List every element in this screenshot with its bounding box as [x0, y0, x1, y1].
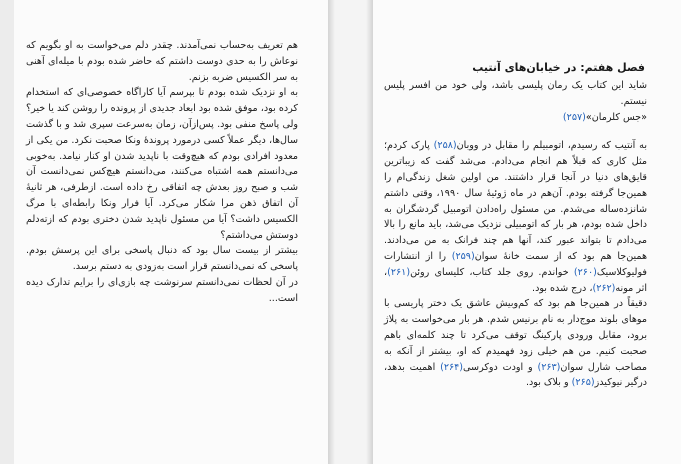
footnote-ref[interactable]: (۲۶۲) [592, 282, 616, 294]
paragraph: به او نزدیک شده بودم تا بپرسم آیا کاراگاه خصوصی‌ای که استخدام کرده بود، موفق شده بود ابعاد جدیدی از پرونده را روشن کند یا خیر؟ ولی پاسخ منفی بود. پس‌ازآن، زمان به‌سرعت سپری شد و با گذشت سال‌ها، دیگر عملاً کسی درمورد پروندهٔ ونکا صحبت نکرد. من یکی از معدود افرادی بودم که هیچ‌وقت با ناپدید شدن او کنار نیامد. به‌خوبی می‌دانستم همه اشتباه می‌کنند، می‌دانستم هیچ‌کس نمی‌دانست آن شب و صبح روز بعدش چه اتفاقی رخ داده است. ازطرفی، هر ثانیهٔ آن اتفاق ذهن مرا شکار می‌کرد. آیا فرار ونکا رابطه‌ای با مرگ الکسیس داشت؟ آیا من مسئول ناپدید شدن دختری بودم که ازته‌دلم دوستش می‌داشتم؟ [26, 87, 298, 241]
left-page [14, 0, 329, 464]
text-run: ، اثر مونه [384, 266, 647, 294]
right-page [372, 0, 681, 464]
book-spine [329, 0, 372, 464]
footnote-ref[interactable]: (۲۶۴) [440, 361, 464, 373]
paragraph [384, 296, 647, 391]
text-run: به آنتیب که رسیدم، اتومبیلم را مقابل در ووبان [456, 140, 647, 152]
text-run: دقیقاً در همین‌جا هم بود که کم‌وبیش عاشق یک دختر پاریسی با موهای بلوند موج‌دار به نام برنیس شدم. هر بار می‌خواست به پلاژ برود، مقابل ورودی پارکینگ توقف می‌کرد تا چند کلمه‌ای باهم صحبت کنیم. من هم خیلی زود فهمیدم که او، بیشتر از آنکه به مصاحب شارل سوان [384, 298, 647, 373]
chapter-title: فصل هفتم: در خیابان‌های آنتیب [472, 61, 645, 74]
footnote-ref[interactable]: (۲۵۷) [562, 111, 586, 123]
text-run: پارک کردم؛ مثل کاری که قبلاً هم انجام می‌دادم. می‌شد گفت که زیباترین قایق‌های دنیا در آنجا قرار داشتند. من اولین شغل زندگی‌ام را همین‌جا گرفته بودم. آن‌هم در ماه ژوئیهٔ سال ۱۹۹۰، وقتی داشتم شانزده‌ساله می‌شدم. من مسئول راه‌دادن اتومبیل گردشگران به داخل شده بودم، هر بار که اتومبیلی نزدیک می‌شد، باید مانع را بالا می‌دادم تا بتواند عبور کند، آنها هم چند فرانک به من می‌دادند. همین‌جا هم بود که از سمت خانهٔ سوان [384, 140, 648, 262]
epigraph [384, 78, 647, 125]
paragraph: در آن لحظات نمی‌دانستم سرنوشت چه بازی‌ای را برایم تدارک دیده است... [26, 276, 298, 304]
right-page-body [384, 78, 647, 391]
text-run: ، درج شده بود. [532, 282, 593, 294]
text-run: اهمیت بدهد، درگیر نیوکیدز [384, 361, 647, 389]
text-run: و بلاک بود. [525, 377, 572, 389]
footnote-ref[interactable]: (۲۶۳) [537, 361, 561, 373]
paragraph: بیشتر از بیست سال بود که دنبال پاسخی برای این پرسش بودم. پاسخی که نمی‌دانستم قرار است به‌زودی به دستم برسد. [26, 245, 298, 273]
left-page-body [26, 38, 298, 307]
footnote-ref[interactable]: (۲۵۹) [451, 250, 475, 262]
paragraph: هم تعریف به‌حساب نمی‌آمدند. چقدر دلم می‌خواست به او بگویم که نوعاش را به حدی دوست داشتم که حاضر شده بودم با میله‌ای آهنی به سر الکسیس ضربه بزنم. [26, 40, 298, 83]
text-run: و اودت دوکرسی [463, 361, 538, 373]
text-run: خواندم. روی جلد کتاب، کلیسای روئن [410, 266, 574, 278]
footnote-ref[interactable]: (۲۶۰) [573, 266, 597, 278]
footnote-ref[interactable]: (۲۶۱) [387, 266, 411, 278]
footnote-ref[interactable]: (۲۶۵) [571, 377, 595, 389]
text-run: را از انتشارات فولیوکلاسیک [384, 250, 647, 278]
paragraph [384, 138, 647, 296]
footnote-ref[interactable]: (۲۵۸) [433, 140, 457, 152]
epigraph-text: شاید این کتاب یک رمان پلیسی باشد، ولی خود من افسر پلیس نیستم. [384, 80, 647, 107]
epigraph-author: «جس کلرمان» [585, 111, 647, 123]
